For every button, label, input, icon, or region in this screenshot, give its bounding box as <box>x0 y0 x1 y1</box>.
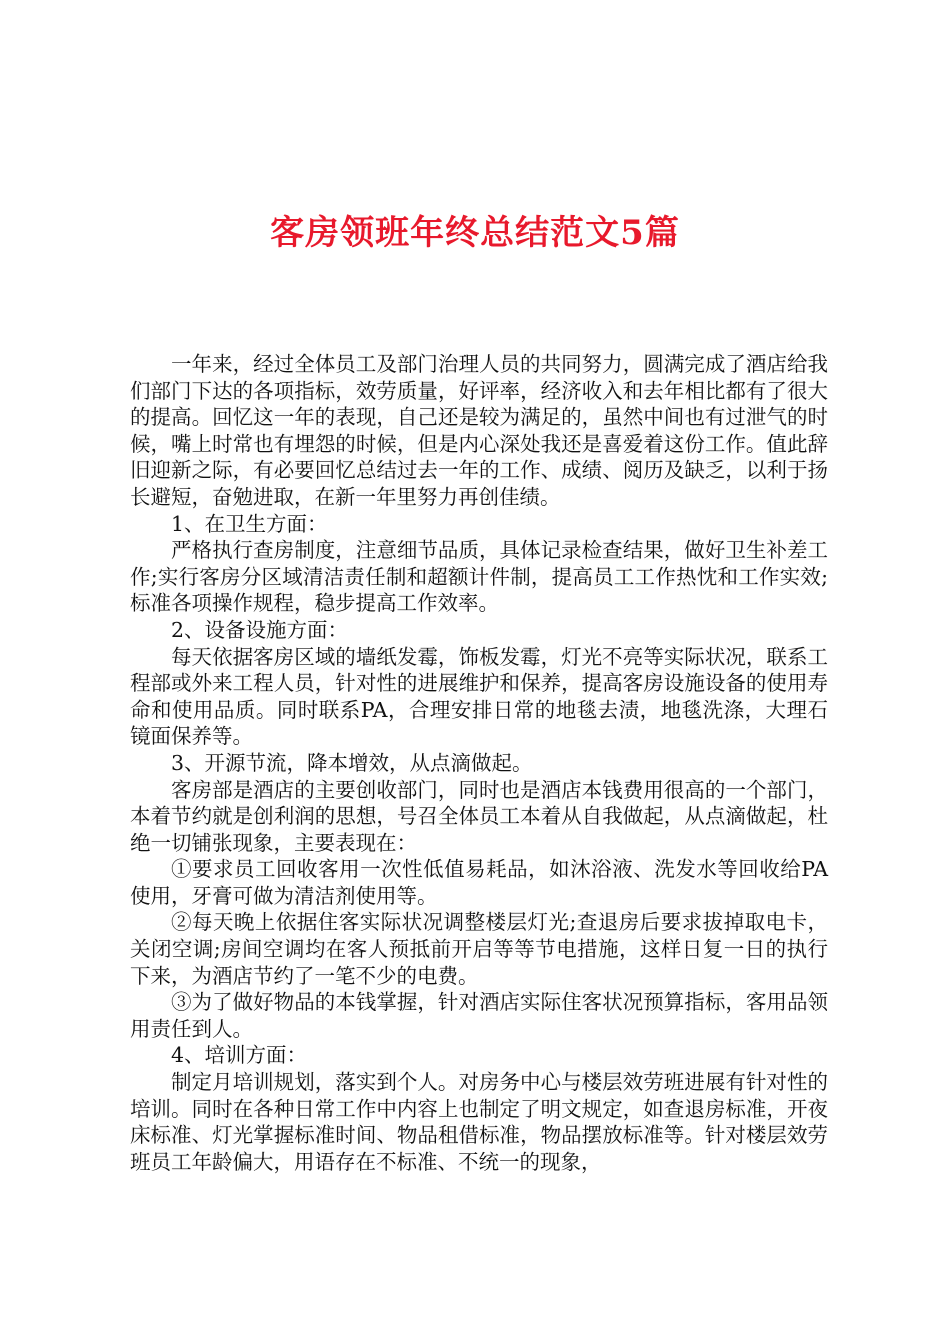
list-item-3: ③为了做好物品的本钱掌握，针对酒店实际住客状况预算指标，客用品领用责任到人。 <box>130 990 828 1041</box>
list-item-2: ②每天晚上依据住客实际状况调整楼层灯光;查退房后要求拔掉取电卡，关闭空调;房间空调均在客人预抵前开启等等节电措施，这样日复一日的执行下来，为酒店节约了一笔不少的电费。 <box>130 910 828 988</box>
section-heading-training: 4、培训方面： <box>171 1043 308 1068</box>
paragraph-intro: 一年来，经过全体员工及部门治理人员的共同努力，圆满完成了酒店给我们部门下达的各项指标，效劳质量，好评率，经济收入和去年相比都有了很大的提高。回忆这一年的表现，自己还是较为满足的，虽然中间也有过泄气的时候，嘴上时常也有埋怨的时候，但是内心深处我还是喜爱着这份工作。值此辞旧迎新之际，有必要回忆总结过去一年的工作、成绩、阅历及缺乏，以利于扬长避短，奋勉进取，在新一年里努力再创佳绩。 <box>130 352 828 509</box>
section-heading-cost-saving: 3、开源节流，降本增效，从点滴做起。 <box>171 750 533 775</box>
section-heading-hygiene: 1、在卫生方面： <box>171 511 328 536</box>
document-title: 客房领班年终总结范文5篇 <box>270 213 680 253</box>
paragraph-hygiene: 严格执行查房制度，注意细节品质，具体记录检查结果，做好卫生补差工作;实行客房分区域清洁责任制和超额计件制，提高员工工作热忱和工作实效;标准各项操作规程，稳步提高工作效率。 <box>130 538 828 616</box>
section-heading-equipment: 2、设备设施方面： <box>171 617 349 642</box>
paragraph-cost-saving: 客房部是酒店的主要创收部门，同时也是酒店本钱费用很高的一个部门，本着节约就是创利润的思想，号召全体员工本着从自我做起，从点滴做起，杜绝一切铺张现象，主要表现在： <box>130 777 828 855</box>
document-body <box>130 351 828 1175</box>
list-item-1: ①要求员工回收客用一次性低值易耗品，如沐浴液、洗发水等回收给PA使用，牙膏可做为清洁剂使用等。 <box>130 857 828 908</box>
paragraph-training: 制定月培训规划，落实到个人。对房务中心与楼层效劳班进展有针对性的培训。同时在各种日常工作中内容上也制定了明文规定，如查退房标准，开夜床标准、灯光掌握标准时间、物品租借标准，物品摆放标准等。针对楼层效劳班员工年龄偏大，用语存在不标准、不统一的现象， <box>130 1070 828 1174</box>
paragraph-equipment: 每天依据客房区域的墙纸发霉，饰板发霉，灯光不亮等实际状况，联系工程部或外来工程人员，针对性的进展维护和保养，提高客房设施设备的使用寿命和使用品质。同时联系PA，合理安排日常的地毯去渍，地毯洗涤，大理石镜面保养等。 <box>130 644 828 749</box>
